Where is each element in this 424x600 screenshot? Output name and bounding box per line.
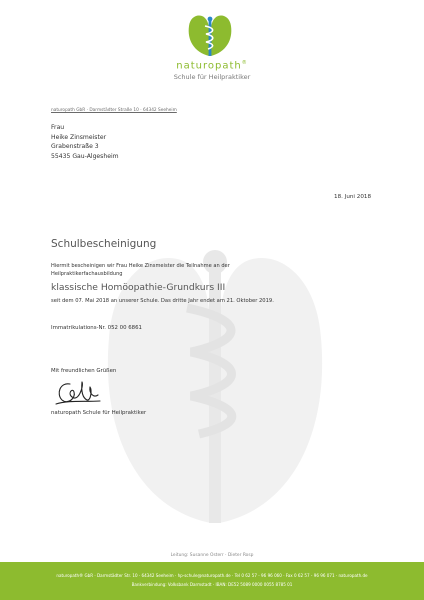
recipient-salutation: Frau [51,124,65,131]
footer-contact-line: naturopath® GbR · Darmstädter Str. 10 · 64342 Seeheim · hp-schule@naturopath.de · Tel 0 62 57 - 96 96 060 · Fax 0 62 57 - 96 96 071 · naturopath.de [56,573,368,578]
handwritten-signature [54,378,102,408]
course-name: klassische Homöopathie-Grundkurs III [51,282,226,293]
recipient-name: Heike Zinsmeister [51,133,107,141]
intro-text [51,262,351,279]
naturopath-logo-icon [186,12,234,58]
letter-date: 18. Juni 2018 [334,194,371,200]
footer-bar [0,562,424,600]
brand-subtitle: Schule für Heilpraktiker [173,73,251,81]
document-title: Schulbescheinigung [51,238,157,250]
recipient-address [51,123,119,161]
sender-return-line: naturopath GbR · Darmstädter Straße 10 · 64342 Seeheim [51,108,177,113]
recipient-city: 55435 Gau-Algesheim [51,152,119,160]
matriculation-number: Immatrikulations-Nr. 052 00 6861 [51,325,142,331]
signatory-name: naturopath Schule für Heilpraktiker [51,410,147,416]
intro-line-2: Heilpraktikerfachausbildung [51,271,123,278]
management-line: Leitung: Susanne Osterr · Dieter Rosp [170,553,254,558]
closing-phrase: Mit freundlichen Grüßen [51,368,117,374]
intro-line-1: Hiermit bescheinigen wir Frau Heike Zinsmeister die Teilnahme an der [51,263,230,269]
brand-name: naturopath® [176,60,248,72]
footer-bank-line: Bankverbindung: Volksbank Darmstadt · IBAN: DE52 5089 0000 0055 8785 01 [131,582,293,587]
recipient-street: Grabenstraße 3 [51,143,99,150]
course-dates: seit dem 07. Mai 2018 an unserer Schule. Das dritte Jahr endet am 21. Oktober 2019. [51,298,274,304]
